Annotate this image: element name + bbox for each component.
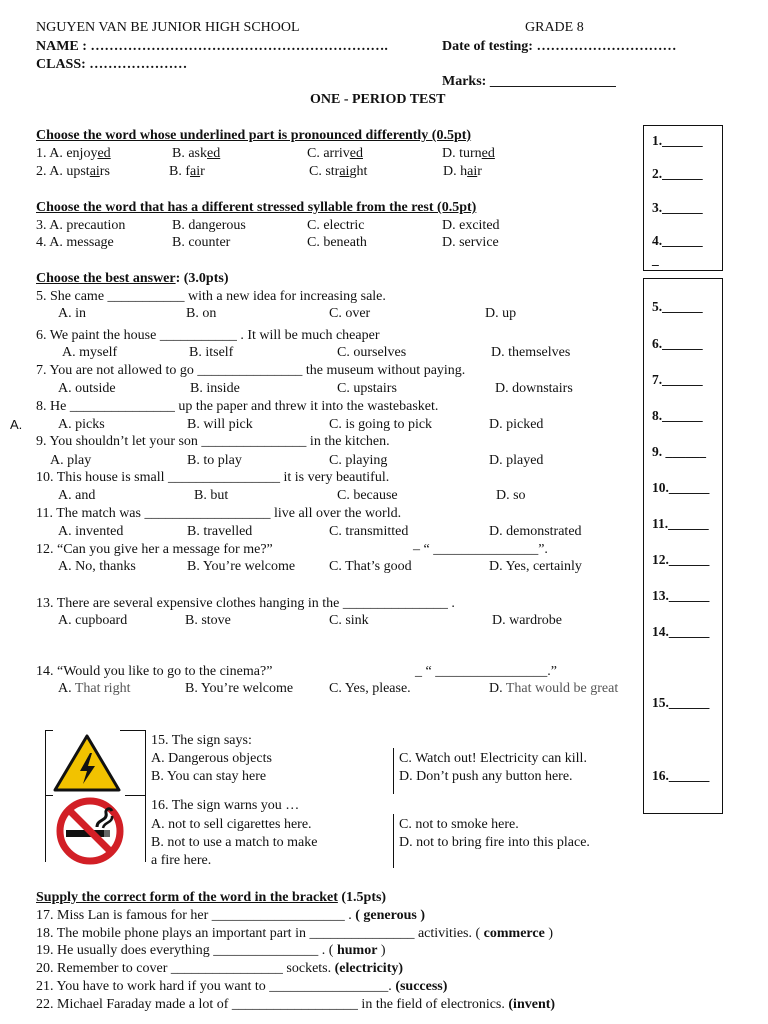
- question-17: 17. Miss Lan is famous for her ___________________ . ( generous ): [36, 908, 425, 923]
- q9-option-a: A. play: [50, 453, 92, 468]
- q16-option-d: D. not to bring fire into this place.: [399, 835, 590, 850]
- q6-option-a: A. myself: [62, 345, 118, 360]
- q8-option-a: A. picks: [58, 417, 105, 432]
- q13-option-b: B. stove: [185, 613, 231, 628]
- section-2-heading: Choose the word that has a different stressed syllable from the rest (0.5pt): [36, 200, 477, 215]
- q3-option-d: D. excited: [442, 218, 500, 233]
- question-21: 21. You have to work hard if you want to _________________. (success): [36, 979, 448, 994]
- q7-option-d: D. downstairs: [495, 381, 573, 396]
- question-6: 6. We paint the house ___________ . It will be much cheaper: [36, 328, 380, 343]
- q8-option-c: C. is going to pick: [329, 417, 433, 432]
- question-5: 5. She came ___________ with a new idea for increasing sale.: [36, 289, 386, 304]
- question-18: 18. The mobile phone plays an important part in _______________ activities. ( commerce ): [36, 926, 553, 941]
- school-name: NGUYEN VAN BE JUNIOR HIGH SCHOOL: [36, 20, 300, 35]
- q6-option-b: B. itself: [189, 345, 234, 360]
- q16-option-c: C. not to smoke here.: [399, 817, 519, 832]
- q9-option-d: D. played: [489, 453, 544, 468]
- q8-option-d: D. picked: [489, 417, 544, 432]
- high-voltage-warning-icon: [52, 733, 122, 793]
- q5-option-b: B. on: [186, 306, 217, 321]
- q14-option-a: A. That right: [58, 681, 131, 696]
- q3-option-c: C. electric: [307, 218, 365, 233]
- q11-option-a: A. invented: [58, 524, 124, 539]
- q5-option-c: C. over: [329, 306, 371, 321]
- answer-blank-7[interactable]: 7.______: [652, 372, 703, 387]
- answer-blank-15[interactable]: 15.______: [652, 695, 710, 710]
- q3-option-a: 3. A. precaution: [36, 218, 126, 233]
- q13-option-c: C. sink: [329, 613, 369, 628]
- answer-blank-4[interactable]: 4.______: [652, 233, 703, 248]
- q15-option-c: C. Watch out! Electricity can kill.: [399, 751, 587, 766]
- question-1: 1. A. enjoyed: [36, 146, 111, 161]
- answer-blank-16[interactable]: 16.______: [652, 768, 710, 783]
- date-field: Date of testing: …………………………: [442, 39, 677, 54]
- question-15: 15. The sign says:: [151, 733, 252, 748]
- answer-blank-1[interactable]: 1.______: [652, 133, 703, 148]
- test-title: ONE - PERIOD TEST: [310, 92, 446, 107]
- question-13: 13. There are several expensive clothes hanging in the _______________ .: [36, 596, 455, 611]
- section-1-heading: Choose the word whose underlined part is pronounced differently (0.5pt): [36, 128, 472, 143]
- question-2: 2. A. upstairs: [36, 164, 110, 179]
- q10-option-d: D. so: [496, 488, 526, 503]
- q4-option-c: C. beneath: [307, 235, 367, 250]
- answer-blank-8[interactable]: 8.______: [652, 408, 703, 423]
- q7-option-c: C. upstairs: [337, 381, 397, 396]
- q10-option-c: C. because: [337, 488, 398, 503]
- grade: GRADE 8: [525, 20, 584, 35]
- q16-option-b: B. not to use a match to make: [151, 835, 318, 850]
- q15-option-a: A. Dangerous objects: [151, 751, 272, 766]
- q1-option-c: C. arrived: [307, 146, 363, 161]
- q11-option-d: D. demonstrated: [489, 524, 582, 539]
- q14-option-c: C. Yes, please.: [329, 681, 411, 696]
- q1-option-d: D. turned: [442, 146, 495, 161]
- q14-option-d: D. That would be great: [489, 681, 619, 696]
- q12-option-b: B. You’re welcome: [187, 559, 296, 574]
- question-8: 8. He _______________ up the paper and threw it into the wastebasket.: [36, 399, 439, 414]
- answer-blank-13[interactable]: 13.______: [652, 588, 710, 603]
- q13-option-d: D. wardrobe: [492, 613, 562, 628]
- q9-option-c: C. playing: [329, 453, 388, 468]
- question-22: 22. Michael Faraday made a lot of __________________ in the field of electronics. (invent): [36, 997, 556, 1012]
- question-20: 20. Remember to cover ________________ sockets. (electricity): [36, 961, 404, 976]
- q11-option-b: B. travelled: [187, 524, 253, 539]
- class-field: CLASS: …………………: [36, 57, 188, 72]
- question-7: 7. You are not allowed to go _______________ the museum without paying.: [36, 363, 466, 378]
- answer-blank-5[interactable]: 5.______: [652, 299, 703, 314]
- q8-stray-label: A.: [10, 417, 23, 432]
- q2-option-b: B. fair: [169, 164, 205, 179]
- answer-blank-2[interactable]: 2.______: [652, 166, 703, 181]
- answer-blank-12[interactable]: 12.______: [652, 552, 710, 567]
- no-smoking-icon: [52, 797, 128, 865]
- answer-box-5-16: [643, 278, 723, 814]
- q4-option-b: B. counter: [172, 235, 231, 250]
- q12-option-c: C. That’s good: [329, 559, 412, 574]
- answer-stray-mark: _: [652, 252, 659, 267]
- q13-option-a: A. cupboard: [58, 613, 128, 628]
- q10-option-b: B. but: [194, 488, 229, 503]
- answer-blank-3[interactable]: 3.______: [652, 200, 703, 215]
- answer-blank-11[interactable]: 11.______: [652, 516, 709, 531]
- q3-option-b: B. dangerous: [172, 218, 246, 233]
- section-3-heading: Choose the best answer: (3.0pts): [36, 271, 229, 286]
- answer-blank-10[interactable]: 10.______: [652, 480, 710, 495]
- q12-option-a: A. No, thanks: [58, 559, 136, 574]
- q6-option-d: D. themselves: [491, 345, 571, 360]
- answer-blank-9[interactable]: 9. ______: [652, 444, 706, 459]
- question-14: 14. “Would you like to go to the cinema?”: [36, 664, 273, 679]
- question-12-reply: – “ _______________”.: [413, 542, 548, 557]
- q10-option-a: A. and: [58, 488, 96, 503]
- q5-option-a: A. in: [58, 306, 86, 321]
- q2-option-d: D. hair: [443, 164, 482, 179]
- q16-option-a: A. not to sell cigarettes here.: [151, 817, 312, 832]
- q7-option-b: B. inside: [190, 381, 240, 396]
- q11-option-c: C. transmitted: [329, 524, 409, 539]
- question-9: 9. You shouldn’t let your son _______________ in the kitchen.: [36, 434, 390, 449]
- q2-option-c: C. straight: [309, 164, 368, 179]
- q5-option-d: D. up: [485, 306, 517, 321]
- question-10: 10. This house is small ________________ it is very beautiful.: [36, 470, 390, 485]
- q15-option-d: D. Don’t push any button here.: [399, 769, 573, 784]
- question-11: 11. The match was __________________ live all over the world.: [36, 506, 402, 521]
- section-4-heading: Supply the correct form of the word in the bracket (1.5pts): [36, 890, 387, 905]
- q12-option-d: D. Yes, certainly: [489, 559, 582, 574]
- question-16: 16. The sign warns you …: [151, 798, 300, 813]
- q8-option-b: B. will pick: [187, 417, 253, 432]
- question-14-reply: _ “ ________________.”: [415, 664, 557, 679]
- question-19: 19. He usually does everything _______________ . ( humor ): [36, 943, 386, 958]
- q14-option-b: B. You’re welcome: [185, 681, 294, 696]
- q7-option-a: A. outside: [58, 381, 116, 396]
- q9-option-b: B. to play: [187, 453, 242, 468]
- q4-option-d: D. service: [442, 235, 499, 250]
- q15-option-b: B. You can stay here: [151, 769, 267, 784]
- q6-option-c: C. ourselves: [337, 345, 407, 360]
- q16-option-b-cont: a fire here.: [151, 853, 212, 868]
- marks-field: Marks: __________________: [442, 74, 616, 89]
- name-field: NAME : ……………………………………………………….: [36, 39, 388, 54]
- q1-option-b: B. asked: [172, 146, 221, 161]
- question-12: 12. “Can you give her a message for me?”: [36, 542, 273, 557]
- answer-blank-6[interactable]: 6.______: [652, 336, 703, 351]
- q4-option-a: 4. A. message: [36, 235, 114, 250]
- answer-blank-14[interactable]: 14.______: [652, 624, 710, 639]
